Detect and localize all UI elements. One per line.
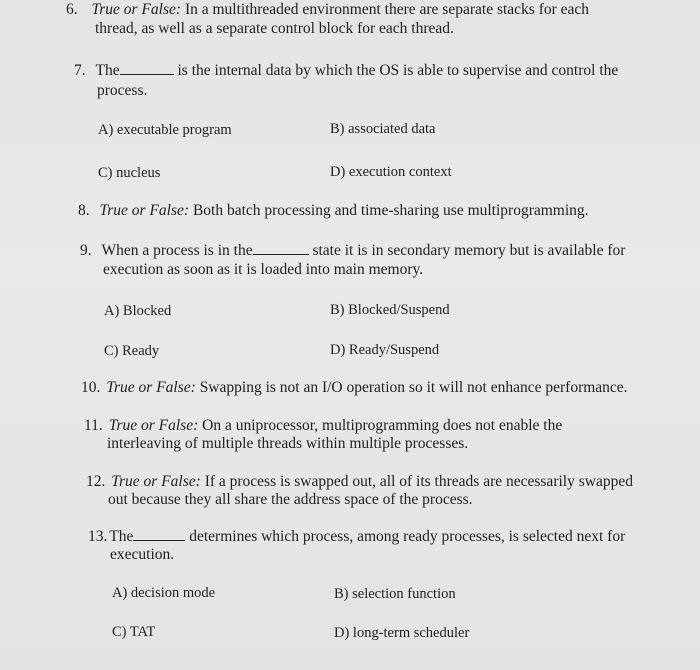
question-10-text: Swapping is not an I/O operation so it will not enhance performance. — [199, 379, 628, 396]
question-12-line-1 — [86, 473, 633, 491]
question-7-option-b: B) associated data — [330, 121, 436, 137]
question-8-text: Both batch processing and time-sharing use multiprogramming. — [192, 202, 589, 219]
question-13-line-1 — [88, 528, 625, 546]
question-8-number: 8. — [78, 202, 90, 219]
question-7-pre: The — [95, 62, 120, 79]
question-8-tf-label: True or False: — [99, 202, 190, 219]
question-7-option-c: C) nucleus — [98, 165, 161, 181]
question-11-text-1: On a uniprocessor, multiprogramming does not enable the — [202, 417, 563, 434]
question-9-option-d: D) Ready/Suspend — [330, 342, 440, 358]
question-11-text-2: interleaving of multiple threads within multiple processes. — [107, 435, 469, 452]
question-10-number: 10. — [81, 379, 101, 396]
question-13-option-d: D) long-term scheduler — [334, 625, 470, 641]
question-6-line-1 — [66, 1, 589, 19]
question-7-text-2: process. — [97, 82, 148, 99]
question-9-line-1 — [80, 242, 625, 260]
question-11-tf-label: True or False: — [108, 417, 199, 434]
question-11-number: 11. — [84, 417, 103, 434]
question-13-text-2: execution. — [110, 546, 175, 563]
question-6-tf-label: True or False: — [91, 1, 182, 18]
question-10-line — [81, 379, 628, 397]
question-9-pre: When a process is in the — [101, 242, 253, 259]
question-9-number: 9. — [80, 242, 92, 259]
question-7-blank — [120, 62, 174, 75]
question-12-number: 12. — [86, 473, 106, 490]
question-13-post: determines which process, among ready processes, is selected next for — [189, 528, 626, 545]
question-12-text-1: If a process is swapped out, all of its threads are necessarily swapped — [204, 473, 633, 490]
question-9-option-a: A) Blocked — [104, 303, 172, 319]
question-7-number: 7. — [74, 62, 86, 79]
question-13-option-b: B) selection function — [334, 586, 456, 602]
question-6-text-1: In a multithreaded environment there are separate stacks for each — [184, 1, 590, 18]
question-9-option-b: B) Blocked/Suspend — [330, 302, 450, 318]
question-9-post: state it is in secondary memory but is available for — [312, 242, 626, 259]
question-7-line-1 — [74, 62, 618, 80]
question-9-blank — [253, 242, 309, 255]
question-6-number: 6. — [66, 1, 78, 18]
question-13-option-c: C) TAT — [112, 624, 156, 640]
question-6-text-2: thread, as well as a separate control block for each thread. — [95, 20, 454, 37]
question-13-pre: The — [109, 528, 134, 545]
question-10-tf-label: True or False: — [106, 379, 196, 396]
question-7-post: is the internal data by which the OS is able to supervise and control the — [177, 62, 619, 79]
question-13-blank — [133, 528, 185, 541]
question-13-number: 13. — [88, 528, 108, 545]
question-8-line — [78, 202, 589, 220]
question-12-text-2: out because they all share the address space of the process. — [108, 491, 473, 508]
question-12-tf-label: True or False: — [111, 473, 201, 490]
question-7-option-a: A) executable program — [98, 122, 232, 138]
question-9-text-2: execution as soon as it is loaded into main memory. — [103, 261, 424, 278]
question-9-option-c: C) Ready — [104, 343, 160, 359]
question-7-option-d: D) execution context — [330, 164, 452, 180]
question-13-option-a: A) decision mode — [112, 585, 216, 601]
question-11-line-1 — [84, 417, 562, 435]
